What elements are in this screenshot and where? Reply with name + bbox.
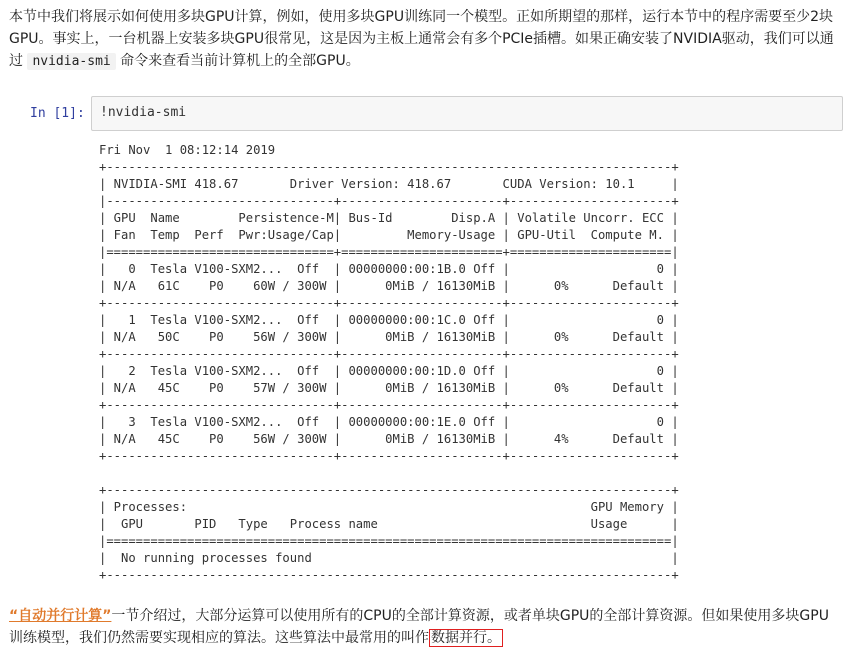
output-line: | 3 Tesla V100-SXM2... Off | 00000000:00:1E.0 Off | 0 |: [99, 415, 679, 429]
output-line: |-------------------------------+----------------------+----------------------+: [99, 194, 679, 208]
output-line: +-----------------------------------------------------------------------------+: [99, 160, 679, 174]
output-line: +-------------------------------+----------------------+----------------------+: [99, 296, 679, 310]
output-line: Fri Nov 1 08:12:14 2019: [99, 143, 276, 157]
output-line: +-----------------------------------------------------------------------------+: [99, 483, 679, 497]
outro-text-middle: 一节介绍过，大部分运算可以使用所有的CPU的全部计算资源，或者单块GPU的全部计算资源。但如果使用多块GPU训练模型，我们仍然需要实现相应的算法。这些算法中最常用的叫作: [9, 608, 829, 646]
output-line: [99, 465, 679, 482]
outro-paragraph: [9, 605, 839, 649]
output-line: +-------------------------------+----------------------+----------------------+: [99, 398, 679, 412]
intro-text-after: 命令来查看当前计算机上的全部GPU。: [115, 53, 360, 69]
output-line: +-------------------------------+----------------------+----------------------+: [99, 347, 679, 361]
output-line: +-------------------------------+----------------------+----------------------+: [99, 449, 679, 463]
output-line: | N/A 45C P0 57W / 300W | 0MiB / 16130MiB | 0% Default |: [99, 381, 679, 395]
output-line: | 2 Tesla V100-SXM2... Off | 00000000:00:1D.0 Off | 0 |: [99, 364, 679, 378]
inline-code-nvidia-smi: nvidia-smi: [27, 53, 115, 70]
output-line: | 1 Tesla V100-SXM2... Off | 00000000:00:1C.0 Off | 0 |: [99, 313, 679, 327]
output-line: | NVIDIA-SMI 418.67 Driver Version: 418.67 CUDA Version: 10.1 |: [99, 177, 679, 191]
output-line: |===============================+======================+======================|: [99, 245, 679, 259]
output-line: +-----------------------------------------------------------------------------+: [99, 568, 679, 582]
output-line: | GPU Name Persistence-M| Bus-Id Disp.A | Volatile Uncorr. ECC |: [99, 211, 679, 225]
output-line: | No running processes found |: [99, 551, 679, 565]
output-line: | N/A 45C P0 56W / 300W | 0MiB / 16130MiB | 4% Default |: [99, 432, 679, 446]
intro-text-before: 本节中我们将展示如何使用多块GPU计算，例如，使用多块GPU训练同一个模型。正如所期望的那样，运行本节中的程序需要至少2块GPU。事实上，一台机器上安装多块GPU很常见，这是因为主板上通常会有多个PCIe插槽。如果正确安装了NVIDIA驱动，我们可以通过: [9, 9, 834, 69]
output-line: | N/A 50C P0 56W / 300W | 0MiB / 16130MiB | 0% Default |: [99, 330, 679, 344]
cell-code[interactable]: !nvidia-smi: [100, 105, 187, 120]
code-input-cell[interactable]: [91, 96, 843, 131]
output-line: | N/A 61C P0 60W / 300W | 0MiB / 16130MiB | 0% Default |: [99, 279, 679, 293]
cell-prompt: In [1]:: [30, 106, 85, 121]
cell-output: [99, 142, 679, 584]
output-line: | Fan Temp Perf Pwr:Usage/Cap| Memory-Usage | GPU-Util Compute M. |: [99, 228, 679, 242]
output-line: | Processes: GPU Memory |: [99, 500, 679, 514]
output-line: | GPU PID Type Process name Usage |: [99, 517, 679, 531]
intro-paragraph: [9, 6, 839, 73]
output-line: | 0 Tesla V100-SXM2... Off | 00000000:00:1B.0 Off | 0 |: [99, 262, 679, 276]
output-line: |=============================================================================|: [99, 534, 679, 548]
auto-parallel-link[interactable]: “自动并行计算”: [9, 608, 112, 624]
highlighted-term: 数据并行。: [431, 630, 501, 646]
